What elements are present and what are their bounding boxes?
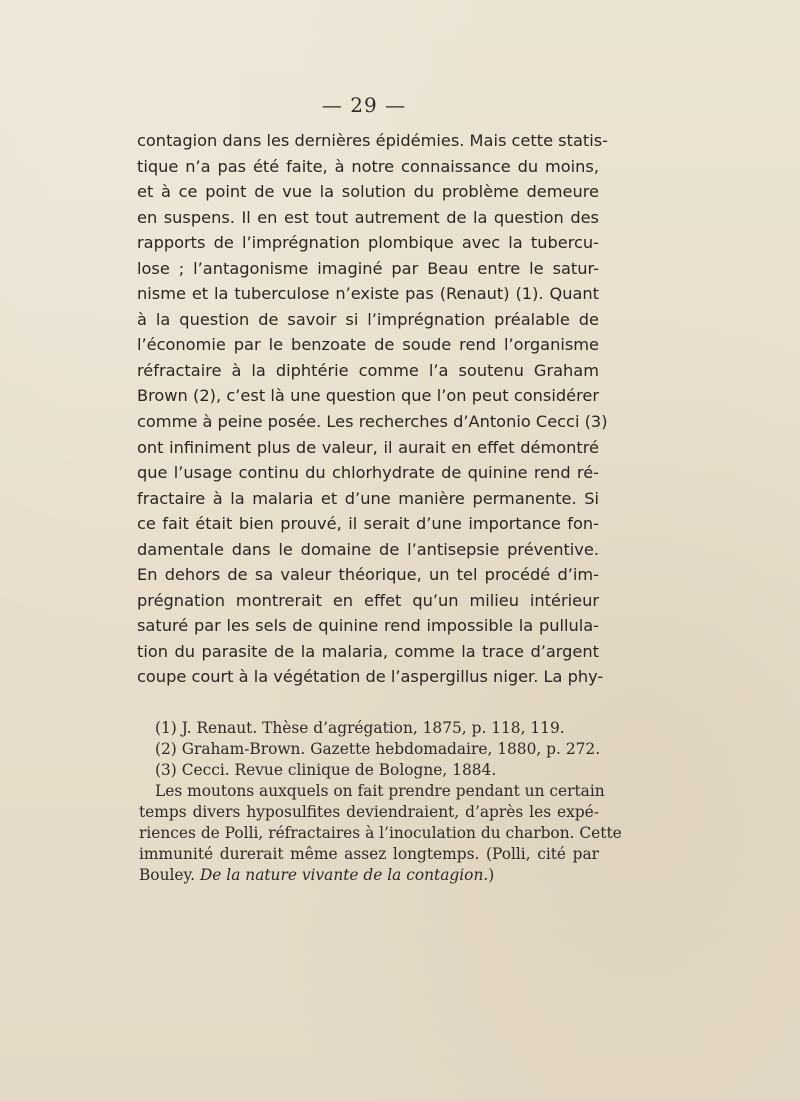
body-line: à la question de savoir si l’imprégnation préalable de [137,309,599,329]
body-line: saturé par les sels de quinine rend impossible la pullula- [137,616,599,636]
note-author: Bouley. [139,866,200,884]
body-line: Brown (2), c’est là une question que l’on peut considérer [137,386,599,406]
body-line: lose ; l’antagonisme imaginé par Beau entre le satur- [137,258,599,278]
body-line: l’économie par le benzoate de soude rend l’organisme [137,335,599,355]
body-line: ce fait était bien prouvé, il serait d’une importance fon- [137,514,599,534]
footnote: (2) Graham-Brown. Gazette hebdomadaire, 1880, p. 272. [155,740,601,758]
note-line: temps divers hyposulfites deviendraient, d’après les expé- [139,803,599,821]
body-line: fractaire à la malaria et d’une manière permanente. Si [137,488,599,508]
note-line: Les moutons auxquels on fait prendre pendant un certain [155,782,605,800]
note-last-line [139,865,599,886]
body-line: comme à peine posée. Les recherches d’Antonio Cecci (3) [137,412,608,432]
body-line: rapports de l’imprégnation plombique avec la tubercu- [137,233,599,253]
note-paragraph [139,781,622,886]
body-paragraph [137,128,608,690]
body-line: tique n’a pas été faite, à notre connaissance du moins, [137,156,599,176]
body-line: réfractaire à la diphtérie comme l’a soutenu Graham [137,360,599,380]
note-line: immunité durerait même assez longtemps. (Polli, cité par [139,845,599,863]
footnote: (1) J. Renaut. Thèse d’agrégation, 1875, p. 118, 119. [155,719,565,737]
body-line: en suspens. Il en est tout autrement de la question des [137,207,599,227]
body-line: ont infiniment plus de valeur, il aurait en effet démontré [137,437,599,457]
body-line: que l’usage continu du chlorhydrate de quinine rend ré- [137,463,599,483]
body-line: En dehors de sa valeur théorique, un tel procédé d’im- [137,565,599,585]
body-line: prégnation montrerait en effet qu’un milieu intérieur [137,590,599,610]
body-line: et à ce point de vue la solution du problème demeure [137,182,599,202]
footnotes [139,718,622,886]
note-close-paren: ) [488,866,495,884]
body-line: damentale dans le domaine de l’antisepsie préventive. [137,539,599,559]
page-number: — 29 — [321,93,407,117]
footnote: (3) Cecci. Revue clinique de Bologne, 1884. [155,761,497,779]
body-line: tion du parasite de la malaria, comme la trace d’argent [137,641,599,661]
body-line: nisme et la tuberculose n’existe pas (Renaut) (1). Quant [137,284,599,304]
note-book-title: De la nature vivante de la contagion. [199,866,489,884]
note-line: riences de Polli, réfractaires à l’inoculation du charbon. Cette [139,824,622,842]
body-line: contagion dans les dernières épidémies. Mais cette statis- [137,131,608,150]
body-line: coupe court à la végétation de l’aspergillus niger. La phy- [137,667,604,687]
